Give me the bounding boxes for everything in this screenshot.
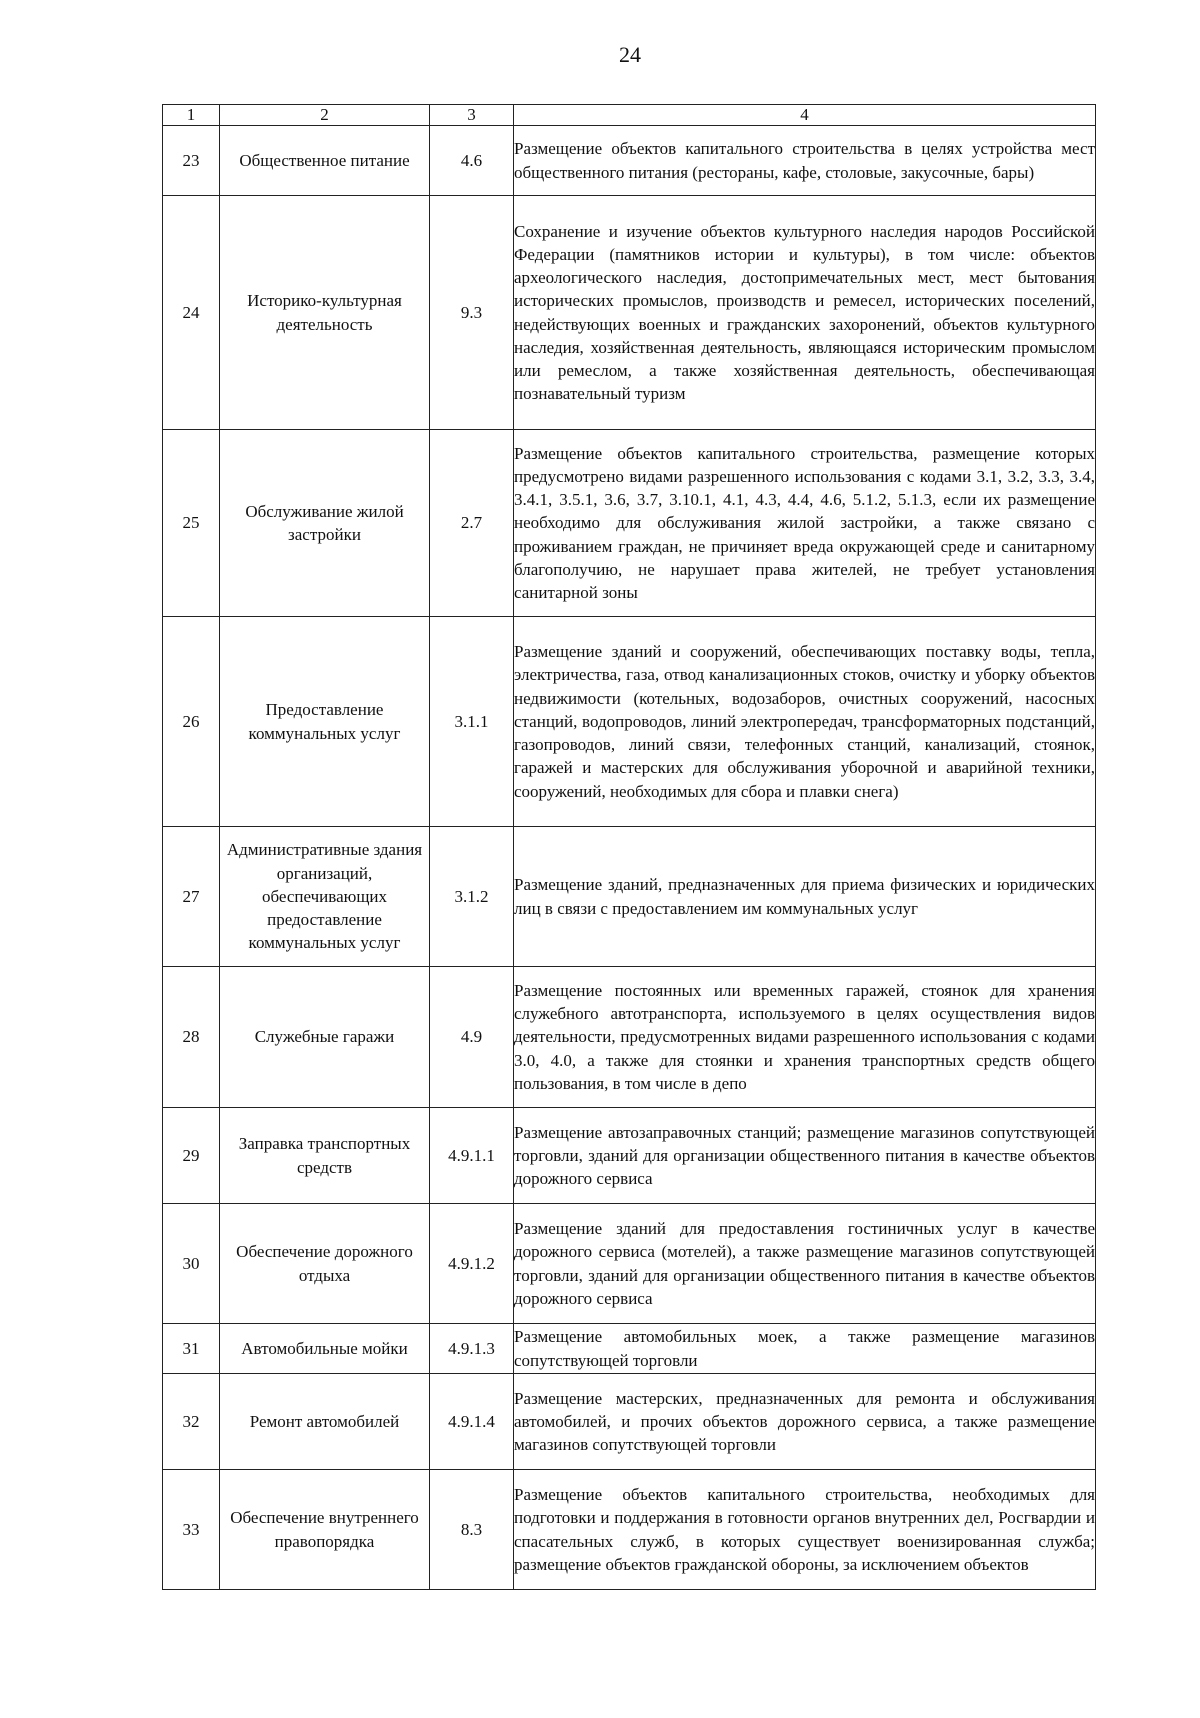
use-type-description: Сохранение и изучение объектов культурного наследия народов Российской Федерации (памятников истории и культуры), в том числе: объектов археологического наследия, достопримечательных мест, мест бытования исторических промыслов, производств и ремесел, исторических поселений, недействующих военных и гражданских захоронений, объектов культурного наследия, хозяйственная деятельность, являющаяся историческим промыслом или ремеслом, а также хозяйственная деятельность, обеспечивающая познавательный туризм (514, 196, 1096, 430)
row-number: 28 (163, 967, 220, 1108)
use-type-description: Размещение постоянных или временных гаражей, стоянок для хранения служебного автотранспорта, используемого в целях осуществления видов деятельности, предусмотренных видами разрешенного использования с кодами 3.0, 4.0, а также для стоянки и хранения транспортных средств общего пользования, в том числе в депо (514, 967, 1096, 1108)
use-type-description: Размещение зданий для предоставления гостиничных услуг в качестве дорожного сервиса (мотелей), а также размещение магазинов сопутствующей торговли, зданий для организации общественного питания в качестве объектов дорожного сервиса (514, 1204, 1096, 1324)
use-type-name: Административные здания организаций, обеспечивающих предоставление коммунальных услуг (220, 827, 430, 967)
column-header-2: 2 (220, 105, 430, 126)
row-number: 27 (163, 827, 220, 967)
row-number: 32 (163, 1374, 220, 1470)
table-row (163, 430, 1096, 617)
use-type-name: Историко-культурная деятельность (220, 196, 430, 430)
column-header-4: 4 (514, 105, 1096, 126)
row-number: 33 (163, 1470, 220, 1590)
table-row (163, 1108, 1096, 1204)
use-type-description: Размещение объектов капитального строительства, размещение которых предусмотрено видами разрешенного использования с кодами 3.1, 3.2, 3.3, 3.4, 3.4.1, 3.5.1, 3.6, 3.7, 3.10.1, 4.1, 4.3, 4.4, 4.6, 5.1.2, 5.1.3, если их размещение необходимо для обслуживания жилой застройки, а также связано с проживанием граждан, не причиняет вреда окружающей среде и санитарному благополучию, не нарушает права жителей, не требует установления санитарной зоны (514, 430, 1096, 617)
use-type-code: 4.9.1.4 (430, 1374, 514, 1470)
table-row (163, 1324, 1096, 1374)
row-number: 23 (163, 126, 220, 196)
table-row (163, 827, 1096, 967)
use-type-name: Обслуживание жилой застройки (220, 430, 430, 617)
use-type-code: 3.1.2 (430, 827, 514, 967)
row-number: 30 (163, 1204, 220, 1324)
column-header-1: 1 (163, 105, 220, 126)
row-number: 25 (163, 430, 220, 617)
use-type-code: 4.9 (430, 967, 514, 1108)
use-type-description: Размещение автомобильных моек, а также размещение магазинов сопутствующей торговли (514, 1324, 1096, 1374)
use-type-code: 4.9.1.1 (430, 1108, 514, 1204)
use-type-name: Общественное питание (220, 126, 430, 196)
use-type-code: 4.9.1.2 (430, 1204, 514, 1324)
table-row (163, 1374, 1096, 1470)
use-type-name: Заправка транспортных средств (220, 1108, 430, 1204)
use-type-description: Размещение объектов капитального строительства в целях устройства мест общественного питания (рестораны, кафе, столовые, закусочные, бары) (514, 126, 1096, 196)
use-type-name: Ремонт автомобилей (220, 1374, 430, 1470)
table-row (163, 126, 1096, 196)
table-header (163, 105, 1096, 126)
use-type-code: 2.7 (430, 430, 514, 617)
row-number: 31 (163, 1324, 220, 1374)
column-header-3: 3 (430, 105, 514, 126)
use-type-description: Размещение мастерских, предназначенных для ремонта и обслуживания автомобилей, и прочих объектов дорожного сервиса, а также размещение магазинов сопутствующей торговли (514, 1374, 1096, 1470)
page-number: 24 (619, 42, 641, 67)
use-type-name: Предоставление коммунальных услуг (220, 617, 430, 827)
land-use-table (162, 104, 1096, 1590)
use-type-name: Обеспечение дорожного отдыха (220, 1204, 430, 1324)
table-row (163, 1470, 1096, 1590)
table-row (163, 967, 1096, 1108)
row-number: 26 (163, 617, 220, 827)
use-type-description: Размещение объектов капитального строительства, необходимых для подготовки и поддержания в готовности органов внутренних дел, Росгвардии и спасательных служб, в которых существует военизированная служба; размещение объектов гражданской обороны, за исключением объектов (514, 1470, 1096, 1590)
use-type-code: 9.3 (430, 196, 514, 430)
use-type-description: Размещение зданий, предназначенных для приема физических и юридических лиц в связи с предоставлением им коммунальных услуг (514, 827, 1096, 967)
use-type-code: 8.3 (430, 1470, 514, 1590)
use-type-name: Обеспечение внутреннего правопорядка (220, 1470, 430, 1590)
use-type-code: 4.9.1.3 (430, 1324, 514, 1374)
use-type-description: Размещение зданий и сооружений, обеспечивающих поставку воды, тепла, электричества, газа, отвод канализационных стоков, очистку и уборку объектов недвижимости (котельных, водозаборов, очистных сооружений, насосных станций, водопроводов, линий электропередач, трансформаторных подстанций, газопроводов, линий связи, телефонных станций, канализаций, стоянок, гаражей и мастерских для обслуживания уборочной и аварийной техники, сооружений, необходимых для сбора и плавки снега) (514, 617, 1096, 827)
use-type-code: 4.6 (430, 126, 514, 196)
row-number: 29 (163, 1108, 220, 1204)
use-type-description: Размещение автозаправочных станций; размещение магазинов сопутствующей торговли, зданий для организации общественного питания в качестве объектов дорожного сервиса (514, 1108, 1096, 1204)
use-type-name: Автомобильные мойки (220, 1324, 430, 1374)
table-row (163, 617, 1096, 827)
table-row (163, 1204, 1096, 1324)
use-type-name: Служебные гаражи (220, 967, 430, 1108)
use-type-code: 3.1.1 (430, 617, 514, 827)
header-row (163, 105, 1096, 126)
table-body (163, 126, 1096, 1590)
table-row (163, 196, 1096, 430)
row-number: 24 (163, 196, 220, 430)
